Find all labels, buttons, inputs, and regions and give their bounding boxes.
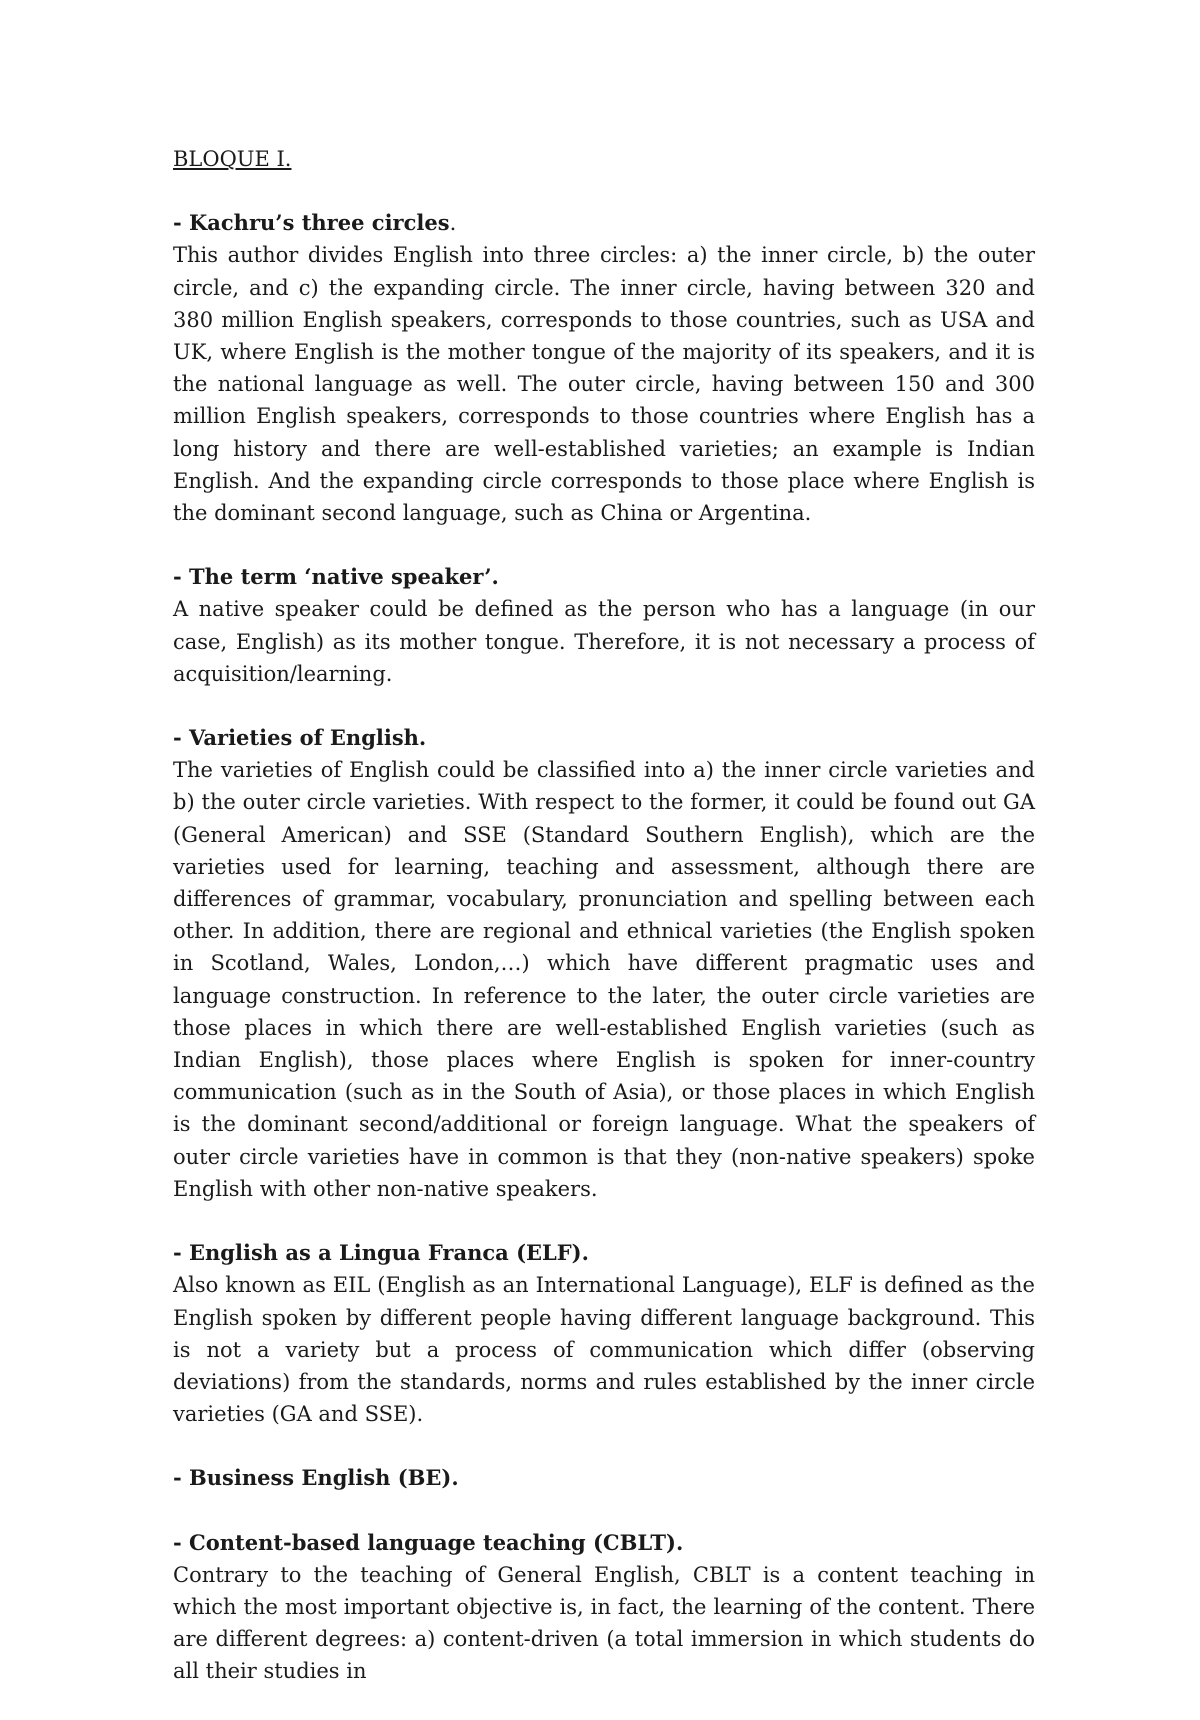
section-body: The varieties of English could be classified into a) the inner circle varieties and b) the outer circle varieties. With respect to the former, it could be found out GA (General American) and SSE (Standard Southern English), which are the varieties used for learning, teaching and assessment, although there are differences of grammar, vocabulary, pronunciation and spelling between each other. In addition, there are regional and ethnical varieties (the English spoken in Scotland, Wales, London,…) which have different pragmatic uses and language construction. In reference to the later, the outer circle varieties are those places in which there are well-established English varieties (such as Indian English), those places where English is spoken for inner-country communication (such as in the South of Asia), or those places in which English is the dominant second/additional or foreign language. What the speakers of outer circle varieties have in common is that they (non-native speakers) spoke English with other non-native speakers. bbox=[173, 758, 1035, 1201]
section-heading-text: - Kachru’s three circles bbox=[173, 210, 450, 236]
section-english-lingua-franca bbox=[173, 1237, 1035, 1430]
section-content-based-teaching bbox=[173, 1527, 1035, 1688]
section-heading: - Business English (BE). bbox=[173, 1465, 459, 1491]
section-body: Contrary to the teaching of General English, CBLT is a content teaching in which the most important objective is, in fact, the learning of the content. There are different degrees: a) content-driven (a total immersion in which students do all their studies in bbox=[173, 1562, 1035, 1684]
section-heading: - Content-based language teaching (CBLT). bbox=[173, 1529, 684, 1555]
section-heading-suffix: . bbox=[449, 211, 457, 236]
section-kachru-three-circles bbox=[173, 207, 1035, 529]
section-heading: - English as a Lingua Franca (ELF). bbox=[173, 1240, 589, 1266]
section-heading: - Varieties of English. bbox=[173, 725, 427, 751]
section-body: A native speaker could be defined as the person who has a language (in our case, English) as its mother tongue. Therefore, it is not necessary a process of acquisition/learning. bbox=[173, 597, 1035, 686]
section-body: This author divides English into three circles: a) the inner circle, b) the outer circle, and c) the expanding circle. The inner circle, having between 320 and 380 million English speakers, corresponds to those countries, such as USA and UK, where English is the mother tongue of the majority of its speakers, and it is the national language as well. The outer circle, having between 150 and 300 million English speakers, corresponds to those countries where English has a long history and there are well-established varieties; an example is Indian English. And the expanding circle corresponds to those place where English is the dominant second language, such as China or Argentina. bbox=[173, 243, 1035, 526]
section-native-speaker bbox=[173, 561, 1035, 690]
section-business-english bbox=[173, 1462, 1035, 1494]
section-varieties-of-english bbox=[173, 722, 1035, 1205]
section-body: Also known as EIL (English as an International Language), ELF is defined as the English spoken by different people having different language background. This is not a variety but a process of communication which differ (observing deviations) from the standards, norms and rules established by the inner circle varieties (GA and SSE). bbox=[173, 1273, 1035, 1427]
document-title: BLOQUE I. bbox=[173, 147, 292, 171]
section-heading: - The term ‘native speaker’. bbox=[173, 564, 499, 590]
document-content bbox=[173, 143, 1035, 1720]
section-heading bbox=[173, 207, 1035, 239]
